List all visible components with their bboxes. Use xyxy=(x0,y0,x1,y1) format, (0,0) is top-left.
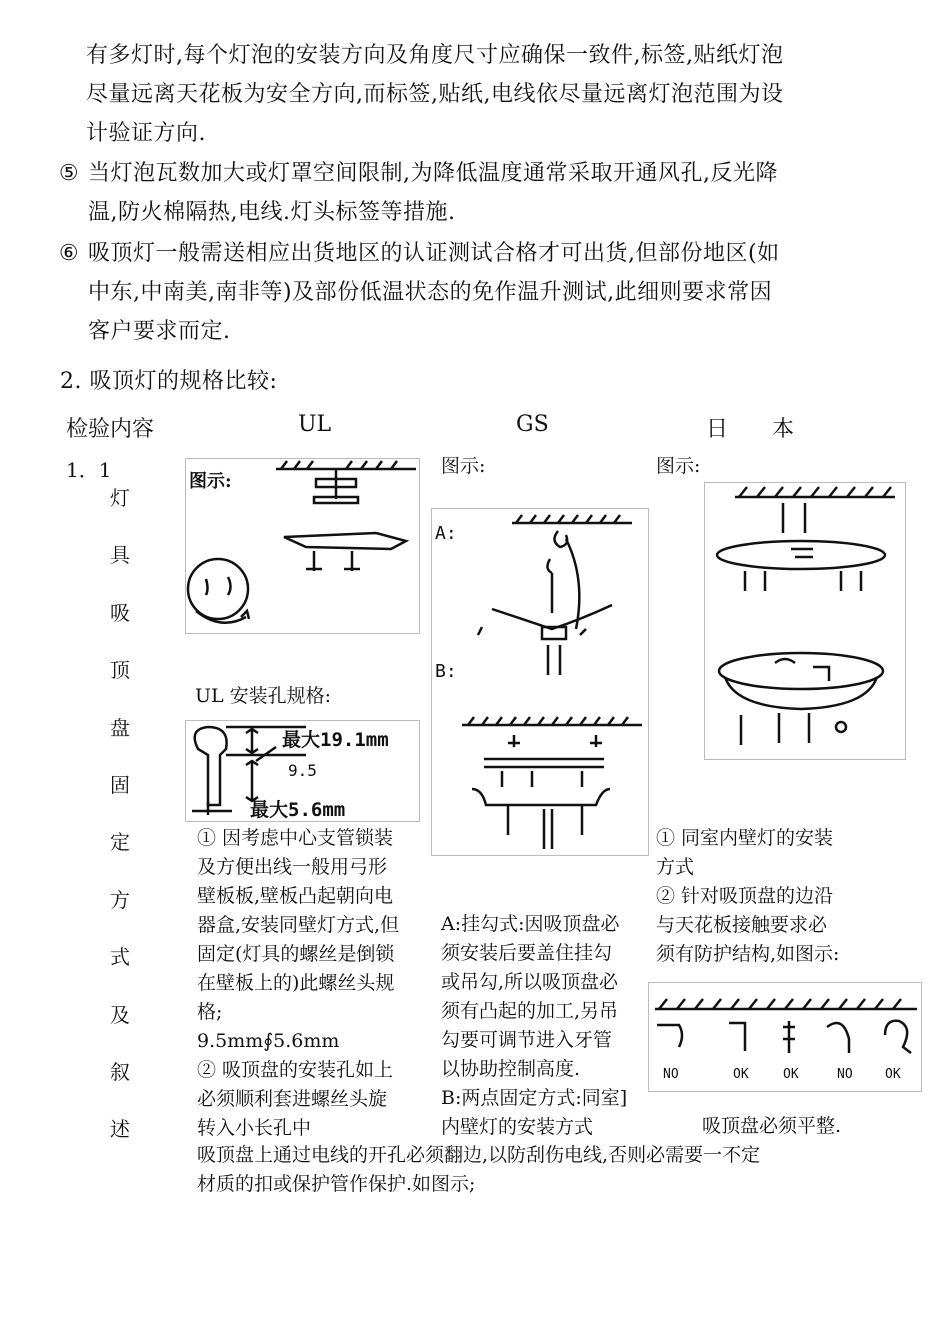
ul-text-line: ① 因考虑中心支管锁装 xyxy=(197,827,394,849)
row-label-char: 方 xyxy=(110,888,130,912)
row-label-char: 顶 xyxy=(110,658,130,682)
section-title: 2. 吸顶灯的规格比较: xyxy=(60,369,278,394)
ul-hole-title: UL 安装孔规格: xyxy=(195,685,332,707)
ul-hole-max-1: 最大19.1mm xyxy=(282,729,389,751)
ul-figure xyxy=(185,458,420,634)
ul-figure-label: 图示: xyxy=(189,471,232,492)
header-inspection-content: 检验内容 xyxy=(66,417,155,442)
gs-text-line: 以协助控制高度. xyxy=(441,1058,581,1080)
jp-mark: NO xyxy=(663,1067,679,1082)
row-label-char: 固 xyxy=(110,773,130,797)
ul-text-line: 转入小长孔中 xyxy=(197,1117,312,1139)
item-line: 中东,中南美,南非等)及部份低温状态的免作温升测试,此细则要求常因 xyxy=(88,280,773,305)
header-japan: 日 本 xyxy=(706,417,795,442)
jp-mark: OK xyxy=(885,1067,901,1082)
item-line: 当灯泡瓦数加大或灯罩空间限制,为降低温度通常采取开通风孔,反光降 xyxy=(88,161,778,186)
row-label-char: 吸 xyxy=(110,601,130,625)
gs-figure-label: 图示: xyxy=(441,455,486,477)
jp-figure-label: 图示: xyxy=(656,455,701,477)
intro-paragraph xyxy=(86,36,783,153)
list-item xyxy=(56,154,778,232)
bottom-note xyxy=(197,1141,760,1199)
item-line: 客户要求而定. xyxy=(88,319,231,344)
row-label-char: 定 xyxy=(110,830,130,854)
ul-description xyxy=(197,824,399,1143)
row-label-char: 具 xyxy=(110,543,130,567)
gs-text-line: 须安装后要盖住挂勾 xyxy=(441,942,613,964)
table-header xyxy=(0,412,950,446)
row-label-char: 述 xyxy=(110,1117,130,1141)
jp-mark: OK xyxy=(783,1067,799,1082)
gs-text-line: 须有凸起的加工,另吊 xyxy=(441,1000,619,1022)
ul-text-line: 及方便出线一般用弓形 xyxy=(197,856,388,878)
ul-text-line: 格; xyxy=(197,1001,223,1023)
row-label-char: 盘 xyxy=(110,716,130,740)
jp-text-line: ② 针对吸顶盘的边沿 xyxy=(656,885,834,907)
jp-mark: NO xyxy=(837,1067,853,1082)
header-ul: UL xyxy=(298,412,332,437)
row-number: 1．1 xyxy=(66,458,112,482)
gs-text-line: A:挂勾式:因吸顶盘必 xyxy=(441,913,620,935)
row-label-char: 及 xyxy=(110,1003,130,1027)
gs-text-line: 内壁灯的安装方式 xyxy=(441,1116,594,1138)
gs-description xyxy=(441,910,627,1142)
jp-figure xyxy=(704,482,906,760)
ul-hole-max-2: 最大5.6mm xyxy=(250,799,346,821)
row-label-char: 叙 xyxy=(110,1060,130,1084)
gs-label-a: A: xyxy=(435,523,457,544)
item-line: 温,防火棉隔热,电线.灯头标签等措施. xyxy=(88,200,456,225)
jp-text-line: 须有防护结构,如图示: xyxy=(656,943,840,965)
item-line: 吸顶灯一般需送相应出货地区的认证测试合格才可出货,但部份地区(如 xyxy=(88,241,780,266)
gs-mount-drawing xyxy=(432,509,648,855)
row-label-char: 式 xyxy=(110,945,130,969)
intro-line: 计验证方向. xyxy=(86,121,206,146)
intro-line: 有多灯时,每个灯泡的安装方向及角度尺寸应确保一致件,标签,贴纸灯泡 xyxy=(86,43,784,68)
gs-text-line: 或吊勾,所以吸顶盘必 xyxy=(441,971,619,993)
ul-text-line: 9.5mm∮5.6mm xyxy=(197,1030,340,1052)
intro-line: 尽量远离天花板为安全方向,而标签,贴纸,电线依尽量远离灯泡范围为设 xyxy=(86,82,784,107)
ul-text-line: 固定(灯具的螺丝是倒锁 xyxy=(197,943,395,965)
ul-hole-figure xyxy=(185,720,420,822)
gs-text-line: 勾要可调节进入牙管 xyxy=(441,1029,613,1051)
bottom-line: 吸顶盘上通过电线的开孔必须翻边,以防刮伤电线,否则必需要一不定 xyxy=(197,1144,761,1166)
ul-text-line: 必须顺利套进螺丝头旋 xyxy=(197,1088,388,1110)
jp-text-line: 方式 xyxy=(656,856,695,878)
ul-text-line: ② 吸顶盘的安装孔如上 xyxy=(197,1059,394,1081)
item-marker: ⑥ xyxy=(58,241,80,266)
gs-text-line: B:两点固定方式:同室] xyxy=(441,1087,628,1109)
bottom-line: 材质的扣或保护管作保护.如图示; xyxy=(197,1173,476,1195)
jp-edge-figure xyxy=(648,982,922,1092)
item-marker: ⑤ xyxy=(58,161,80,186)
row-label-char: 灯 xyxy=(110,486,130,510)
jp-text-line: ① 同室内壁灯的安装 xyxy=(656,827,834,849)
ul-text-line: 器盒,安装同壁灯方式,但 xyxy=(197,914,400,936)
gs-figure xyxy=(431,508,649,856)
jp-mark: OK xyxy=(733,1067,749,1082)
jp-text-line: 与天花板接触要求必 xyxy=(656,914,828,936)
ul-text-line: 壁板板,壁板凸起朝向电 xyxy=(197,885,394,907)
list-item xyxy=(56,234,780,351)
jp-description xyxy=(656,824,839,969)
jp-mount-drawing xyxy=(705,483,905,759)
gs-label-b: B: xyxy=(435,661,457,682)
ul-hole-mid: 9.5 xyxy=(288,761,317,780)
jp-flat-note: 吸顶盘必须平整. xyxy=(702,1115,842,1137)
ul-text-line: 在壁板上的)此螺丝头规 xyxy=(197,972,395,994)
header-gs: GS xyxy=(516,412,549,437)
